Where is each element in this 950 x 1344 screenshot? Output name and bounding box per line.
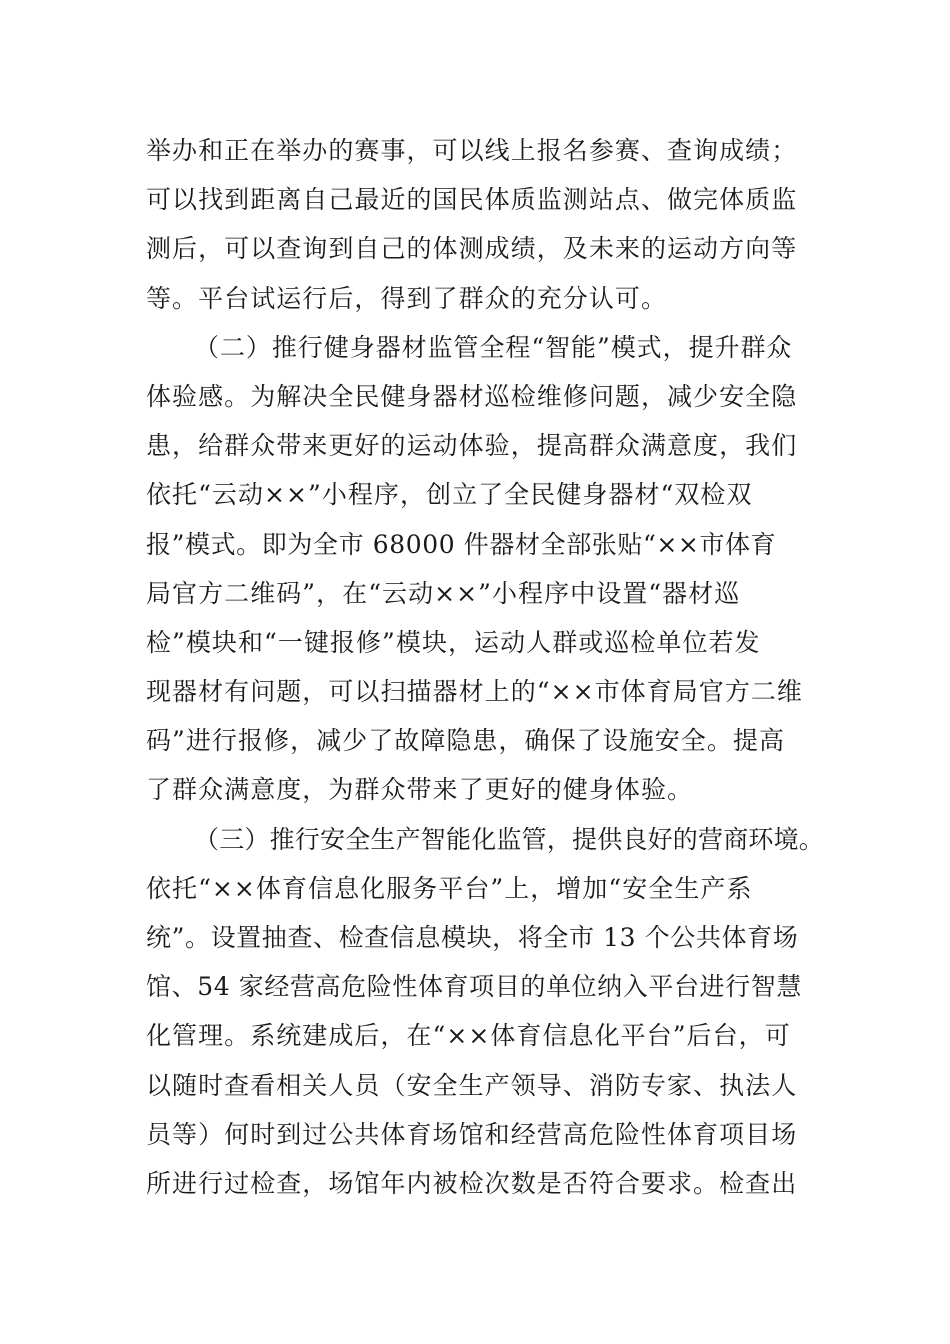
text-line: 所进行过检查，场馆年内被检次数是否符合要求。检查出 — [146, 1168, 798, 1198]
text-line: 馆、54 家经营高危险性体育项目的单位纳入平台进行智慧 — [146, 972, 802, 1002]
text-line: 以随时查看相关人员（安全生产领导、消防专家、执法人 — [146, 1070, 798, 1100]
text-line: 依托“××体育信息化服务平台”上，增加“安全生产系 — [146, 873, 753, 903]
paragraph-3 — [146, 815, 825, 1209]
text-line: 检”模块和“一键报修”模块，运动人群或巡检单位若发 — [146, 627, 761, 657]
text-line: 员等）何时到过公共体育场馆和经营高危险性体育项目场 — [146, 1119, 798, 1149]
text-line: 了群众满意度，为群众带来了更好的健身体验。 — [146, 775, 694, 805]
text-line: 举办和正在举办的赛事，可以线上报名参赛、查询成绩； — [146, 136, 798, 165]
text-line: 局官方二维码”，在“云动××”小程序中设置“器材巡 — [146, 578, 741, 608]
body-text — [146, 126, 825, 1208]
text-line: 化管理。系统建成后，在“××体育信息化平台”后台，可 — [146, 1021, 791, 1051]
paragraph-1 — [146, 126, 810, 323]
text-line: 体验感。为解决全民健身器材巡检维修问题，减少安全隐 — [146, 381, 798, 411]
text-line: 可以找到距离自己最近的国民体质监测站点、做完体质监 — [146, 185, 798, 215]
text-line: 测后，可以查询到自己的体测成绩，及未来的运动方向等 — [146, 234, 798, 264]
text-line: （三）推行安全生产智能化监管，提供良好的营商环境。 — [194, 824, 825, 854]
text-line: 统”。设置抽查、检查信息模块，将全市 13 个公共体育场 — [146, 923, 799, 952]
text-line: 等。平台试运行后，得到了群众的充分认可。 — [146, 283, 668, 313]
text-line: （二）推行健身器材监管全程“智能”模式，提升群众 — [194, 332, 793, 362]
paragraph-2 — [146, 323, 810, 815]
text-line: 报”模式。即为全市 68000 件器材全部张贴“××市体育 — [146, 529, 777, 559]
text-line: 患，给群众带来更好的运动体验，提高群众满意度，我们 — [146, 431, 798, 461]
text-line: 码”进行报修，减少了故障隐患，确保了设施安全。提高 — [146, 726, 786, 756]
text-line: 现器材有问题，可以扫描器材上的“××市体育局官方二维 — [146, 677, 803, 707]
text-line: 依托“云动××”小程序，创立了全民健身器材“双检双 — [146, 480, 753, 510]
